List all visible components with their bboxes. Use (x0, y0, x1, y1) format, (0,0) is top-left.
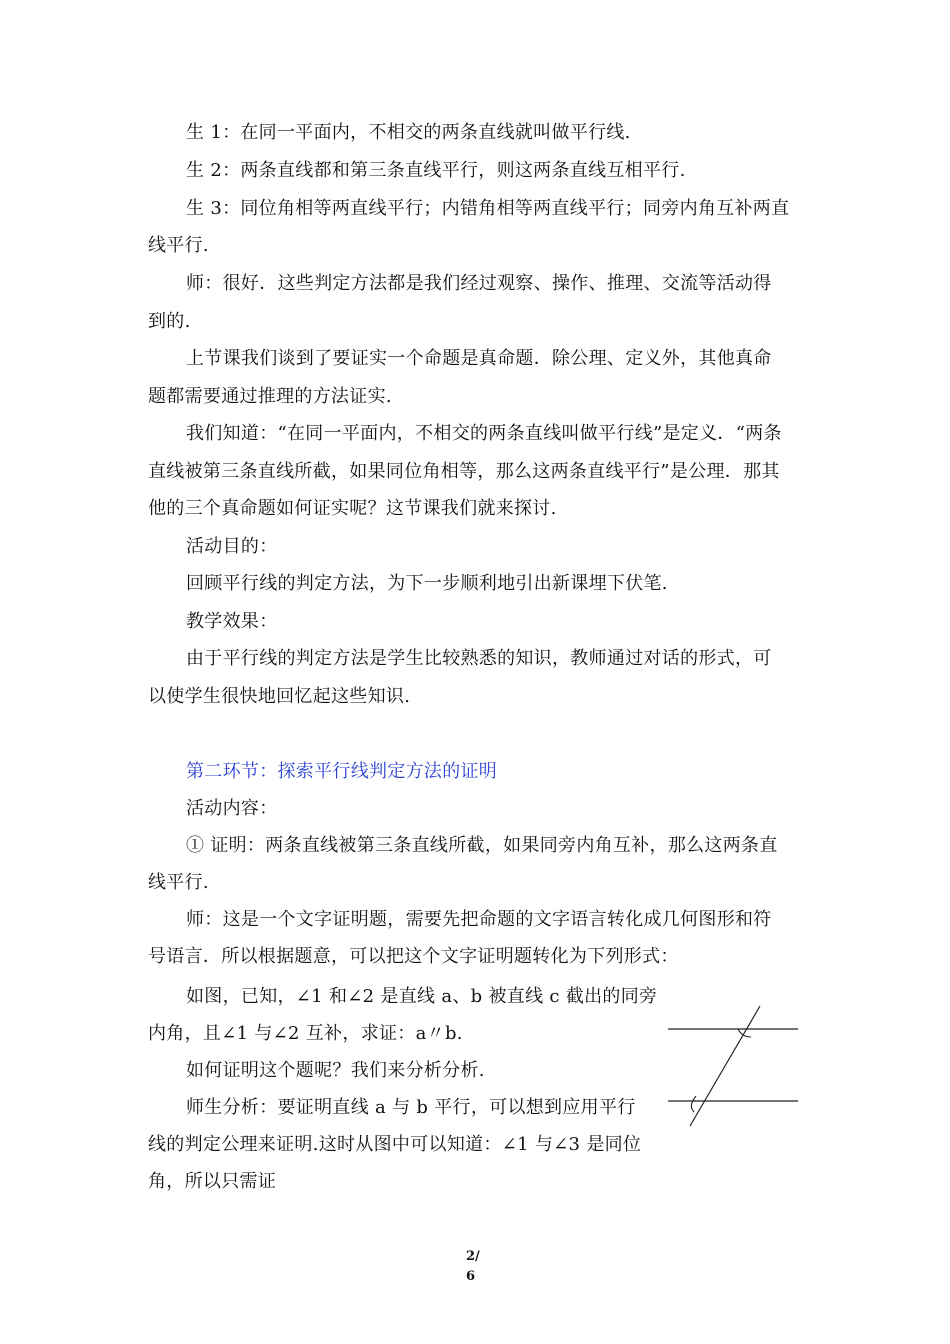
text-line: 号语言．所以根据题意，可以把这个文字证明题转化为下列形式： (148, 946, 679, 967)
text-line: 如图，已知，∠1 和∠2 是直线 a、b 被直线 c 截出的同旁 (186, 986, 658, 1007)
text-line: 角，所以只需证 (148, 1171, 277, 1192)
text-line: ① 证明：两条直线被第三条直线所截，如果同旁内角互补，那么这两条直 (186, 835, 778, 856)
text-line: 题都需要通过推理的方法证实. (148, 386, 392, 407)
text-line: 生 3：同位角相等两直线平行；内错角相等两直线平行；同旁内角互补两直 (186, 198, 790, 219)
text-line: 内角，且∠1 与∠2 互补，求证：a〃b. (148, 1023, 463, 1044)
text-line: 由于平行线的判定方法是学生比较熟悉的知识，教师通过对话的形式，可 (186, 648, 772, 669)
section-heading: 第二环节：探索平行线判定方法的证明 (186, 761, 498, 782)
text-line: 线的判定公理来证明.这时从图中可以知道：∠1 与∠3 是同位 (148, 1134, 642, 1155)
angle-2-arc (691, 1096, 696, 1112)
text-line: 直线被第三条直线所截，如果同位角相等，那么这两条直线平行”是公理．那其 (148, 461, 780, 482)
text-line: 我们知道：“在同一平面内，不相交的两条直线叫做平行线”是定义．“两条 (186, 423, 782, 444)
parallel-lines-figure (660, 1000, 800, 1130)
text-line: 教学效果： (186, 611, 278, 632)
text-line: 以使学生很快地回忆起这些知识. (148, 686, 411, 707)
page-number-current: 2/ (466, 1249, 480, 1264)
text-line: 师：很好．这些判定方法都是我们经过观察、操作、推理、交流等活动得 (186, 273, 772, 294)
text-line: 线平行. (148, 872, 209, 893)
page-number (466, 1247, 480, 1287)
text-line: 生 2：两条直线都和第三条直线平行，则这两条直线互相平行. (186, 160, 686, 181)
text-line: 生 1：在同一平面内，不相交的两条直线就叫做平行线. (186, 122, 631, 143)
text-line: 师：这是一个文字证明题，需要先把命题的文字语言转化成几何图形和符 (186, 909, 772, 930)
text-line: 活动目的： (186, 536, 278, 557)
text-line: 活动内容： (186, 798, 278, 819)
text-line: 他的三个真命题如何证实呢？这节课我们就来探讨. (148, 498, 557, 519)
text-line: 线平行. (148, 235, 209, 256)
page-number-total: 6 (466, 1269, 476, 1284)
line-c (690, 1006, 760, 1126)
text-line: 如何证明这个题呢？我们来分析分析. (186, 1060, 485, 1081)
text-line: 师生分析：要证明直线 a 与 b 平行，可以想到应用平行 (186, 1097, 636, 1118)
text-line: 上节课我们谈到了要证实一个命题是真命题．除公理、定义外，其他真命 (186, 348, 772, 369)
text-line: 回顾平行线的判定方法，为下一步顺利地引出新课埋下伏笔. (186, 573, 668, 594)
text-line: 到的. (148, 311, 191, 332)
